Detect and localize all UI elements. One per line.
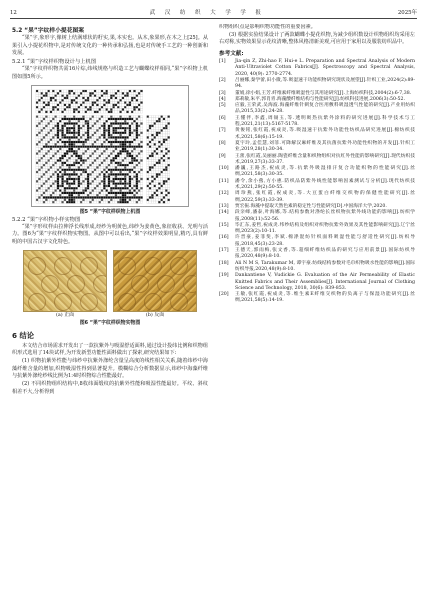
section-6-heading: 6 结论 — [12, 330, 34, 340]
reference-text: 吕丽娜,秦学蕾,田小微,等.吸湿速干功能织物研究现状及展望[J].针织工业,2024(2):89-94. — [235, 78, 415, 90]
reference-text: 段亲峰,潘泰,叶海娜,等.结构参数对涤纶长丝织物抗紫外线功能的影响[J].纺织学报,2008(11):52-56. — [235, 210, 415, 222]
reference-number: [14] — [219, 210, 229, 216]
reference-number: [5] — [219, 103, 226, 109]
reference-text: 应毅,王荣武,吴海波.海藻纤维针刺复合医用敷料吸湿透气性能的研究[J].产业用纺织品,2015,33(2):24-28. — [235, 103, 415, 115]
fabric-back — [113, 250, 197, 318]
reference-number: [18] — [219, 260, 229, 266]
reference-text: 王蕾,张红霞,吴丽丽.陶瓷纤维含量和织物组织对抗红外性能的影响研究[J].现代纺织技术,2019,27(3):33-37. — [235, 153, 415, 165]
left-column — [12, 24, 208, 593]
figure-5-loom-draft — [31, 85, 189, 207]
page-number: 12 — [10, 10, 17, 16]
reference-item — [219, 103, 415, 116]
reference-text: 郑莉敏,朱平,郭肖青.海藻酸纤维结构与性能研究[J].纺织科技进展,2006(3):50-52. — [235, 96, 406, 102]
reference-text: 黄俊铭,张红霞,祝成炎,等.吸湿速干抗紫外功能性纺织品研究进展[J].棉纺织技术,2021,58(6):15-19. — [235, 128, 415, 140]
fabric-front-photo — [23, 250, 107, 312]
paragraph-5-2-2: “果”字形纹样由拉伸浮长线形成,经纱为明黄色,纬纱为姜黄色,象征收获、光明与活力。图6为“果”字纹样织物实物图。从图中可以看出,“果”字纹样效果明显,精巧,具有鲜明的中国古汉字文化特色。 — [12, 223, 208, 245]
reference-number: [19] — [219, 273, 229, 279]
page-header — [10, 6, 417, 19]
reference-text: 夏宇玲,孟佳慧,刘菲.可降解汉麻纤维及其抗菌抗紫外功能性织物的开发[J].针织工业,2019,28(1):30-34. — [235, 140, 415, 153]
reference-text: 王敏,张红霞,祝成炎,等.维生素E纤维交织物的负离子与保湿功能研究[J].丝绸,2021,58(5):14-19. — [235, 292, 415, 304]
reference-text: 周珍燕,张红霞,祝成炎,等.大豆蛋白纤维交织物的保健性能研究[J].丝绸,2022,59(3):33-39. — [235, 191, 415, 203]
paragraph-5-2-1: “果”字纹样织物共需16片综,纬线规格与织造工艺与蝴蝶纹样相同,“果”字织物上机图如图5所示。 — [12, 66, 208, 80]
paragraph-continued: 织物组织点是影响织物功能性的重要因素。 — [219, 24, 316, 30]
journal-year: 2025年 — [397, 10, 417, 16]
reference-number: [20] — [219, 292, 229, 298]
paragraph-5-2: “果”字,象形字,像树上结满球状的籽实,果,本实也。从木,象果形,在木之上[25]。从果引入小提花织物中,是对传统文化的一种传承和弘扬,也是对传统手工艺的一种创新和发展。 — [12, 35, 208, 57]
reference-number: [16] — [219, 235, 229, 241]
reference-item — [219, 191, 415, 204]
reference-item — [219, 210, 415, 223]
reference-item — [219, 248, 415, 261]
reference-item — [219, 116, 415, 129]
reference-text: Ali N M S, Tarakumar M, 谭宇豪.纺线结构参数对毛巾织物吸水性能的影响[J].国际纺织导报,2020,48(9):8-10. — [235, 260, 415, 272]
reference-text: 董娟,徐小娟,王芳.纤维素纤维吸湿性与其用途研究[J].上海纺织科技,2004(2):6-7,38. — [235, 90, 412, 96]
reference-number: [9] — [219, 153, 226, 159]
fabric-front — [23, 250, 107, 318]
figure-6-fabric-photos — [12, 250, 208, 318]
reference-number: [12] — [219, 191, 229, 197]
reference-number: [11] — [219, 178, 229, 184]
reference-number: [10] — [219, 166, 229, 172]
reference-item — [219, 78, 415, 91]
references-heading: 参考文献: — [219, 51, 244, 58]
reference-item — [219, 292, 415, 305]
reference-text: 许晋豪,姜菲斐,李斌.棉涤混纺针织面料吸湿性能与舒适性研究[J].纺织导报,2018,45(3):23-28. — [235, 235, 415, 247]
reference-item — [219, 235, 415, 248]
reference-item — [219, 141, 415, 154]
paragraph-6-point-3: (3) 根据实验结果设计了两款蝴蝶小提花织物,为减少组织数设计织物组织均采用左右对称,实物效果显示花纹清晰,整体风格清新美观,可应用于家用以及服装纺织品中。 — [219, 31, 415, 46]
reference-number: [3] — [219, 90, 226, 96]
reference-item — [219, 154, 415, 167]
reference-number: [15] — [219, 222, 229, 228]
reference-number: [6] — [219, 115, 226, 121]
paragraph-6-point-1: (1) 织物抗紫外性能与纬纱中抗紫外涤纶含量呈高度的线性相关关系,随着纬纱中海藻纤维含量的增加,织物吸湿性得到显著提升。模糊综合分析数据显示,纬纱中海藻纤维与抗紫外涤纶纱线比例为1:4时织物综合性能最好。 — [12, 358, 208, 380]
reference-item — [219, 273, 415, 292]
figure-5-caption: 图5 “果”字纹样织物上机图 — [79, 208, 141, 215]
journal-name: 武 汉 纺 织 大 学 学 报 — [149, 10, 265, 16]
reference-number: [7] — [219, 128, 226, 134]
reference-text: 王德天,郭雨梅,张文香,等.超细纤维纺织品的研究与应用前景[J].国际纺织导报,2020,48(9):8-10. — [235, 248, 415, 260]
reference-number: [1] — [219, 59, 226, 65]
reference-item — [219, 261, 415, 274]
reference-number: [13] — [219, 203, 229, 209]
loom-draft-graphic — [32, 86, 188, 206]
references-list — [219, 59, 415, 305]
reference-number: [8] — [219, 140, 226, 146]
section-5-2-1-heading: 5.2.1 “果”字纹样织物设计与上机图 — [12, 59, 97, 66]
reference-text: 贾宏振.海藻中提取天然色素的稳定性与性能研究[D].中国海洋大学,2020. — [235, 203, 387, 209]
reference-text: 潘巍,王路杰,祝成炎,等.抗紫外吸湿排汗复合功能织物的性能研究[J].丝绸,2021,58(3):30-35. — [235, 166, 415, 178]
section-5-2-2-heading: 5.2.2 “果”字织物小样实物图 — [12, 216, 81, 223]
reference-text: 毕汇东,姜哲,祝成炎.纬纱结构及组织对织物抗紫外效果及其性能影响研究[J].辽宁丝绸,2023(2):10-11. — [235, 222, 415, 235]
reference-number: [17] — [219, 248, 229, 254]
fabric-back-photo — [113, 250, 197, 312]
right-column — [219, 24, 415, 593]
reference-item — [219, 179, 415, 192]
reference-text: Dankantiene V, Vudickie G. Evaluation of the Air Permeability of Elastic Knitted Fabrics and Their Assemblies[J]. International Journal of Clothing Science and Technology, 2018, 30(6): 839-853. — [235, 273, 415, 291]
fabric-front-label: (a) 正面 — [55, 311, 75, 318]
reference-item — [219, 59, 415, 78]
reference-item — [219, 128, 415, 141]
reference-number: [2] — [219, 78, 226, 83]
reference-item — [219, 166, 415, 179]
reference-item — [219, 223, 415, 236]
paragraph-6-point-2: (2) 不同织物组织结构中,8枚纬面缎纹的抗紫外性能和吸湿性能最好。平纹、斜纹相差不大,分析得到 — [12, 381, 208, 395]
figure-6-caption: 图6 “果”字纹样织物实物图 — [79, 319, 141, 326]
draft-grid — [36, 89, 170, 202]
section-5-2-heading: 5.2 “果”字纹样小提花图案 — [12, 28, 85, 34]
fabric-back-label: (b) 反面 — [145, 311, 165, 318]
reference-text: 王懂伴,李鑫,周锡玉,等.透明吸热抗紫外涂料的研究进展[J].科学技术与工程,2021,21(13):5167-5178. — [235, 115, 415, 128]
reference-text: Jia-qin Z, Zhi-hao F, Hui-e L. Preparation and Spectral Analysis of Modern Anti-Ultraviolet Cotton Fabrics[J]. Spectroscopy and Spectral Analysis, 2020, 40(9): 2770-2774. — [235, 59, 415, 77]
paragraph-6-intro: 本文结合市场需求开发出了一款抗紫外与吸湿舒适面料,通过设计投纬比例和织物组织形式选用了14块试样,为开发新型功能性面料做出了探索,研究结果如下: — [12, 342, 208, 357]
reference-text: 潘令,余小燕,方小惠.防织品防紫外线性能影响因素测试与分析[J].现代纺织技术,2021,29(2):50-55. — [235, 178, 415, 191]
reference-number: [4] — [219, 96, 226, 102]
